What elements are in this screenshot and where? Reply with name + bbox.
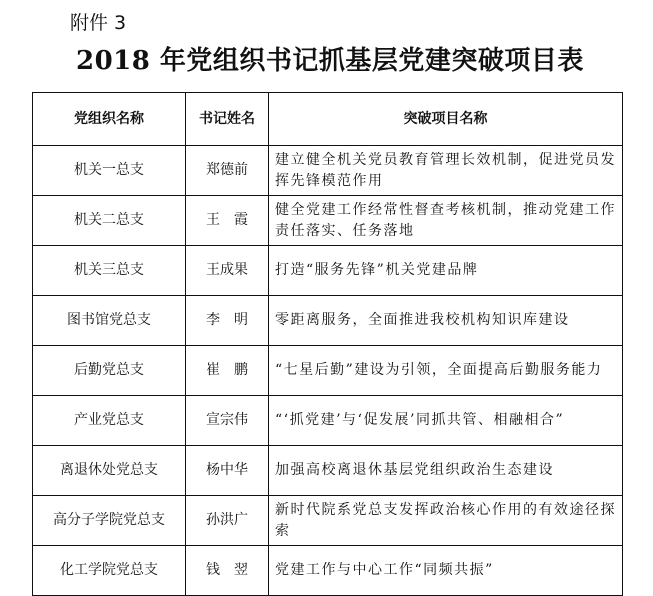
table-row bbox=[33, 446, 623, 496]
project-cell: 新时代院系党总支发挥政治核心作用的有效途径探索 bbox=[269, 496, 623, 546]
secretary-cell: 钱 翌 bbox=[186, 546, 269, 596]
org-cell: 高分子学院党总支 bbox=[33, 496, 186, 546]
project-cell: 加强高校离退休基层党组织政治生态建设 bbox=[269, 446, 623, 496]
project-cell: “‘抓党建’与‘促发展’同抓共管、相融相合” bbox=[269, 396, 623, 446]
table-row bbox=[33, 496, 623, 546]
project-cell: 零距离服务，全面推进我校机构知识库建设 bbox=[269, 296, 623, 346]
org-cell: 机关三总支 bbox=[33, 246, 186, 296]
attachment-label: 附件 3 bbox=[70, 12, 127, 34]
header-org: 党组织名称 bbox=[33, 93, 186, 146]
project-cell: “七星后勤”建设为引领，全面提高后勤服务能力 bbox=[269, 346, 623, 396]
secretary-cell: 崔 鹏 bbox=[186, 346, 269, 396]
table-header-row bbox=[33, 93, 623, 146]
table-row bbox=[33, 396, 623, 446]
org-cell: 后勤党总支 bbox=[33, 346, 186, 396]
table-row bbox=[33, 546, 623, 596]
document-title: 2018 年党组织书记抓基层党建突破项目表 bbox=[76, 46, 584, 76]
secretary-cell: 王 霞 bbox=[186, 196, 269, 246]
org-cell: 机关一总支 bbox=[33, 146, 186, 196]
project-cell: 建立健全机关党员教育管理长效机制，促进党员发挥先锋模范作用 bbox=[269, 146, 623, 196]
table-row bbox=[33, 196, 623, 246]
project-cell: 打造“服务先锋”机关党建品牌 bbox=[269, 246, 623, 296]
project-cell: 健全党建工作经常性督查考核机制，推动党建工作责任落实、任务落地 bbox=[269, 196, 623, 246]
header-project: 突破项目名称 bbox=[269, 93, 623, 146]
table-row bbox=[33, 346, 623, 396]
secretary-cell: 杨中华 bbox=[186, 446, 269, 496]
project-table bbox=[32, 92, 623, 596]
org-cell: 图书馆党总支 bbox=[33, 296, 186, 346]
org-cell: 产业党总支 bbox=[33, 396, 186, 446]
org-cell: 化工学院党总支 bbox=[33, 546, 186, 596]
secretary-cell: 王成果 bbox=[186, 246, 269, 296]
org-cell: 离退休处党总支 bbox=[33, 446, 186, 496]
table-row bbox=[33, 146, 623, 196]
secretary-cell: 孙洪广 bbox=[186, 496, 269, 546]
secretary-cell: 宣宗伟 bbox=[186, 396, 269, 446]
secretary-cell: 李 明 bbox=[186, 296, 269, 346]
secretary-cell: 郑德前 bbox=[186, 146, 269, 196]
table-row bbox=[33, 246, 623, 296]
table-row bbox=[33, 296, 623, 346]
project-cell: 党建工作与中心工作“同频共振” bbox=[269, 546, 623, 596]
header-secretary: 书记姓名 bbox=[186, 93, 269, 146]
org-cell: 机关二总支 bbox=[33, 196, 186, 246]
